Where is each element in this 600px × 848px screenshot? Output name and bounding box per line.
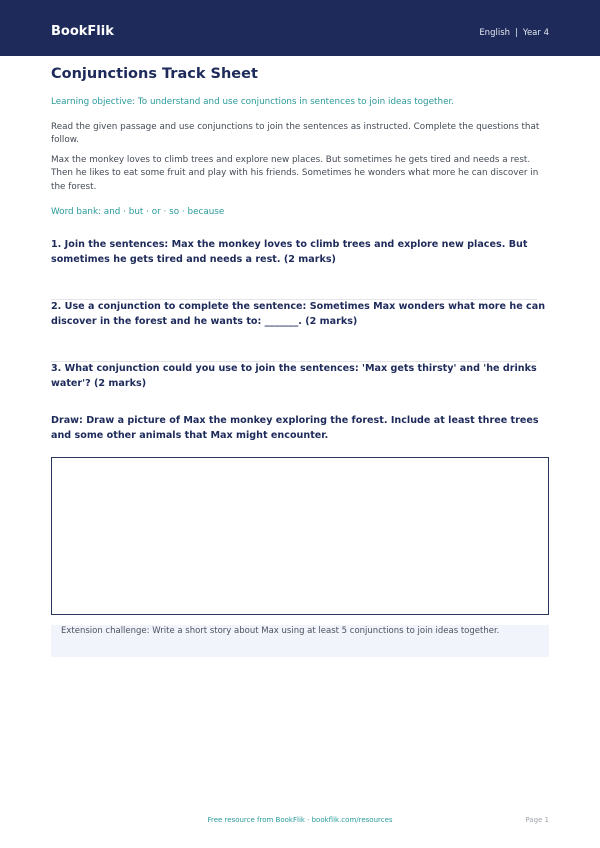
question-1: 1. Join the sentences: Max the monkey loves to climb trees and explore new places. But sometimes he gets tired and needs a rest. (2 marks) [51,239,528,265]
brand-logo: BookFlik [51,24,114,39]
page-number: Page 1 [525,816,549,824]
meta-separator: | [515,28,518,38]
subject-year [479,28,549,38]
instructions-text: Read the given passage and use conjunctions to join the sentences as instructed. Complete the questions that follow. [51,122,540,146]
subject-label: English [479,28,511,38]
question-2: 2. Use a conjunction to complete the sentence: Sometimes Max wonders what more he can discover in the forest and he wants to: _______. (2 marks) [51,301,546,327]
passage-text: Max the monkey loves to climb trees and explore new places. But sometimes he gets tired and needs a rest. Then he likes to eat some fruit and play with his friends. Sometimes he wonders what more he can discover in the forest. [51,155,539,192]
learning-objective: Learning objective: To understand and use conjunctions in sentences to join ideas together. [51,97,455,107]
draw-prompt: Draw: Draw a picture of Max the monkey exploring the forest. Include at least three trees and some other animals that Max might encounter. [51,415,539,441]
word-bank: Word bank: and · but · or · so · because [51,207,225,217]
year-label: Year 4 [522,28,549,38]
extension-text: Extension challenge: Write a short story about Max using at least 5 conjunctions to join ideas together. [61,626,500,636]
header-bar [0,0,600,56]
drawing-box[interactable] [51,457,549,615]
page-title: Conjunctions Track Sheet [51,66,258,82]
footer-text: Free resource from BookFlik · bookflik.com/resources [207,816,393,824]
question-3: 3. What conjunction could you use to join the sentences: 'Max gets thirsty' and 'he drinks water'? (2 marks) [51,363,537,389]
extension-challenge [51,625,549,657]
